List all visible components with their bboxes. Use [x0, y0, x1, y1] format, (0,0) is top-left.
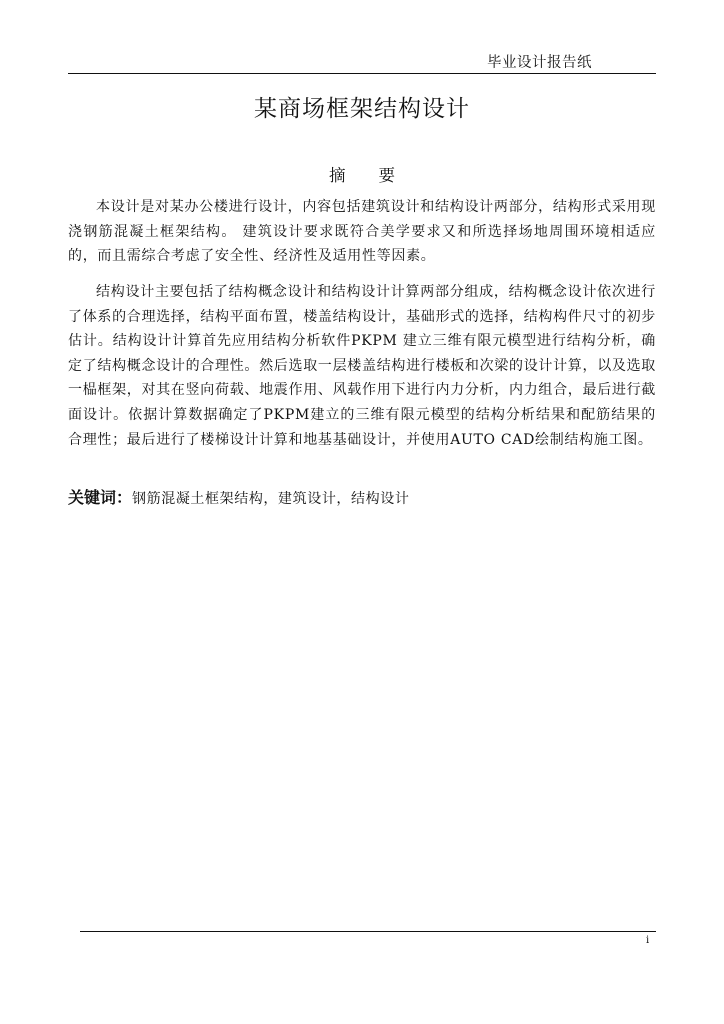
report-header-title: 毕业设计报告纸 [487, 55, 592, 71]
keywords-label: 关键词： [68, 488, 133, 507]
header-divider [68, 73, 656, 74]
page-number: i [646, 935, 650, 946]
keywords-text: 钢筋混凝土框架结构，建筑设计，结构设计 [132, 491, 410, 507]
keywords-line [68, 485, 656, 508]
footer-divider [80, 931, 656, 932]
document-title: 某商场框架结构设计 [254, 96, 470, 122]
abstract-heading: 摘 要 [329, 166, 395, 185]
abstract-paragraph: 本设计是对某办公楼进行设计，内容包括建筑设计和结构设计两部分，结构形式采用现浇钢筋混凝土框架结构。 建筑设计要求既符合美学要求又和所选择场地周围环境相适应的，而且需综合考虑了安全性、经济性及适用性等因素。 [68, 199, 656, 265]
abstract-paragraph: 结构设计主要包括了结构概念设计和结构设计计算两部分组成，结构概念设计依次进行了体系的合理选择，结构平面布置，楼盖结构设计，基础形式的选择，结构构件尺寸的初步估计。结构设计计算首先应用结构分析软件PKPM 建立三维有限元模型进行结构分析，确定了结构概念设计的合理性。然后选取一层楼盖结构进行楼板和次梁的设计计算，以及选取一榀框架，对其在竖向荷载、地震作用、风载作用下进行内力分析，内力组合，最后进行截面设计。依据计算数据确定了PKPM建立的三维有限元模型的结构分析结果和配筋结果的合理性；最后进行了楼梯设计计算和地基基础设计，并使用AUTO CAD绘制结构施工图。 [68, 284, 656, 448]
